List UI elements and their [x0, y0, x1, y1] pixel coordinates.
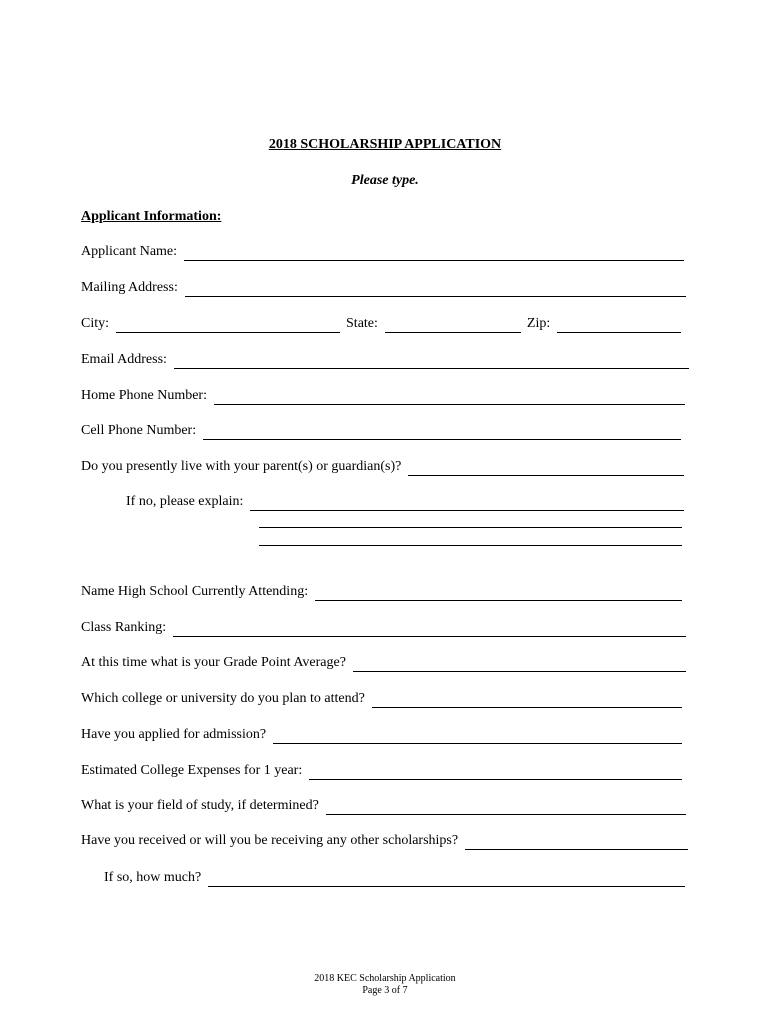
college-expenses-label: Estimated College Expenses for 1 year:	[81, 763, 303, 778]
explain-label: If no, please explain:	[126, 494, 244, 509]
home-phone-row	[81, 387, 685, 405]
applied-admission-field[interactable]	[273, 729, 682, 744]
email-label: Email Address:	[81, 352, 167, 367]
instruction-text: Please type.	[351, 173, 419, 188]
mailing-address-label: Mailing Address:	[81, 280, 178, 295]
city-field[interactable]	[116, 318, 340, 333]
page-footer	[0, 973, 770, 997]
how-much-row	[104, 869, 685, 887]
field-of-study-row	[81, 797, 686, 815]
live-with-parents-label: Do you presently live with your parent(s) or guardian(s)?	[81, 459, 402, 474]
footer-title: 2018 KEC Scholarship Application	[314, 973, 456, 984]
explain-field[interactable]	[250, 496, 684, 511]
city-state-zip-row	[81, 315, 681, 333]
state-label: State:	[346, 316, 378, 331]
cell-phone-field[interactable]	[203, 425, 681, 440]
live-with-parents-row	[81, 458, 684, 476]
college-expenses-field[interactable]	[309, 765, 682, 780]
applied-admission-label: Have you applied for admission?	[81, 727, 267, 742]
footer-page-number: Page 3 of 7	[362, 985, 408, 996]
applicant-name-row	[81, 243, 684, 261]
how-much-label: If so, how much?	[104, 870, 202, 885]
email-row	[81, 351, 689, 369]
gpa-field[interactable]	[353, 657, 686, 672]
gpa-row	[81, 654, 686, 672]
field-of-study-field[interactable]	[326, 800, 686, 815]
state-field[interactable]	[385, 318, 521, 333]
mailing-address-row	[81, 279, 686, 297]
college-label: Which college or university do you plan to attend?	[81, 691, 365, 706]
applied-admission-row	[81, 726, 682, 744]
other-scholarships-field[interactable]	[465, 835, 688, 850]
class-ranking-row	[81, 619, 686, 637]
live-with-parents-field[interactable]	[408, 461, 684, 476]
section-heading: Applicant Information:	[81, 209, 222, 224]
home-phone-label: Home Phone Number:	[81, 388, 207, 403]
college-expenses-row	[81, 762, 682, 780]
explain-field-line-3[interactable]	[259, 545, 682, 546]
high-school-label: Name High School Currently Attending:	[81, 584, 309, 599]
class-ranking-label: Class Ranking:	[81, 620, 167, 635]
class-ranking-field[interactable]	[173, 622, 686, 637]
how-much-field[interactable]	[208, 872, 685, 887]
explain-field-line-2[interactable]	[259, 527, 682, 528]
cell-phone-row	[81, 422, 681, 440]
mailing-address-field[interactable]	[185, 282, 686, 297]
high-school-field[interactable]	[315, 586, 682, 601]
email-field[interactable]	[174, 354, 689, 369]
college-row	[81, 690, 682, 708]
other-scholarships-row	[81, 832, 688, 850]
applicant-name-field[interactable]	[184, 246, 684, 261]
high-school-row	[81, 583, 682, 601]
applicant-name-label: Applicant Name:	[81, 244, 178, 259]
home-phone-field[interactable]	[214, 390, 685, 405]
other-scholarships-label: Have you received or will you be receiving any other scholarships?	[81, 833, 459, 848]
gpa-label: At this time what is your Grade Point Average?	[81, 655, 346, 670]
zip-field[interactable]	[557, 318, 681, 333]
college-field[interactable]	[372, 693, 682, 708]
city-label: City:	[81, 316, 110, 331]
zip-label: Zip:	[526, 316, 551, 331]
page-title: 2018 SCHOLARSHIP APPLICATION	[268, 137, 502, 152]
explain-row	[126, 493, 684, 511]
cell-phone-label: Cell Phone Number:	[81, 423, 197, 438]
field-of-study-label: What is your field of study, if determined?	[81, 798, 319, 813]
